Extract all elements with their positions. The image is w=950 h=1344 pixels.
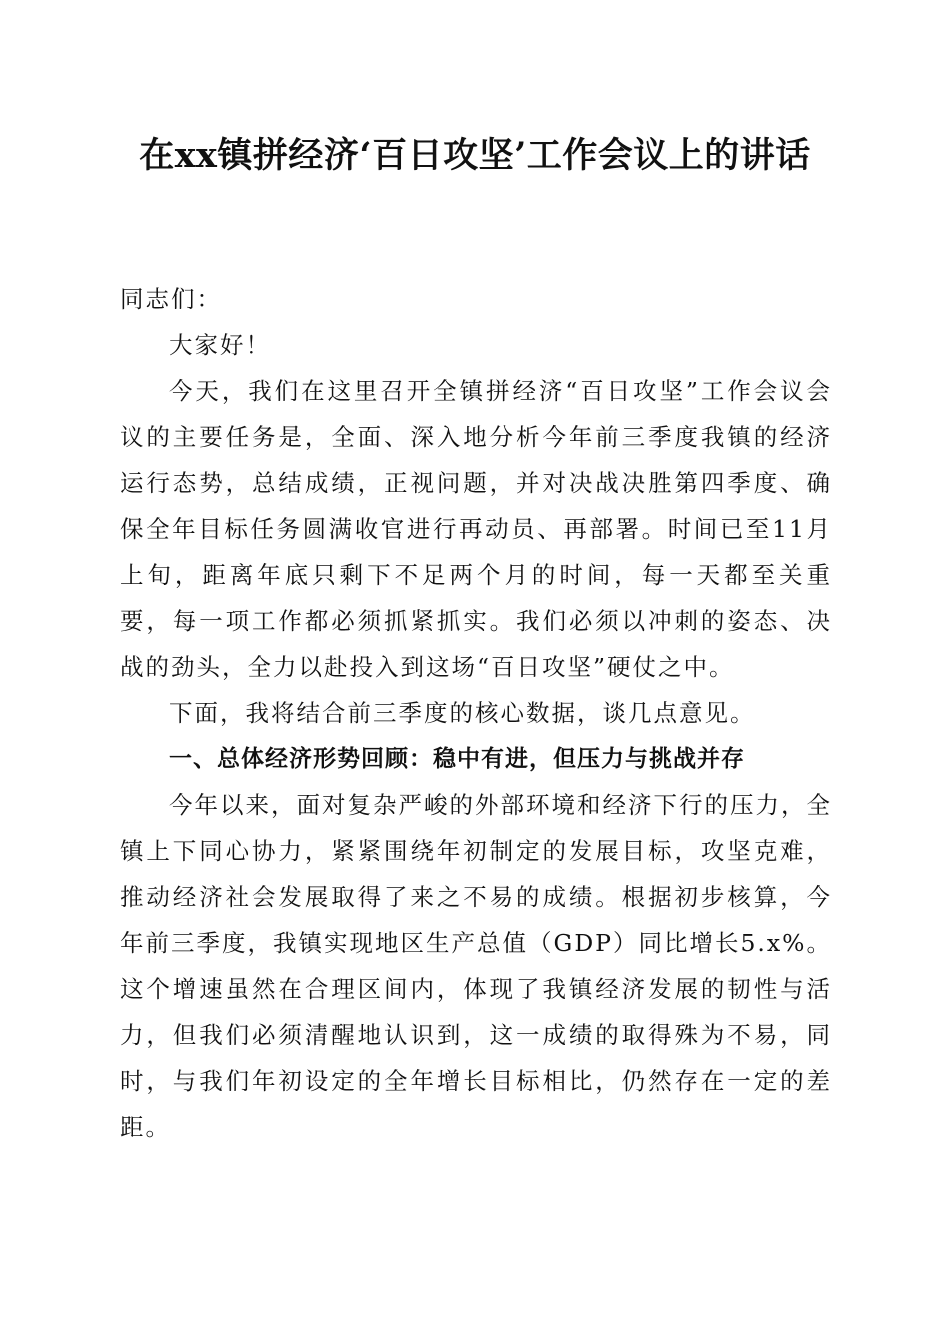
salutation: 同志们： [120, 285, 222, 313]
intro-paragraph: 今天，我们在这里召开全镇拼经济“百日攻坚”工作会议会议的主要任务是，全面、深入地分析今年前三季度我镇的经济运行态势，总结成绩，正视问题，并对决战决胜第四季度、确保全年目标任务圆满收官进行再动员、再部署。时间已至11月上旬，距离年底只剩下不足两个月的时间，每一天都至关重要，每一项工作都必须抓紧抓实。我们必须以冲刺的姿态、决战的劲头，全力以赴投入到这场“百日攻坚”硬仗之中。 [120, 377, 832, 681]
transition-paragraph: 下面，我将结合前三季度的核心数据，谈几点意见。 [169, 699, 756, 727]
document-title: 在xx镇拼经济‘百日攻坚’工作会议上的讲话 [139, 135, 811, 176]
document-body [120, 276, 832, 1150]
section-paragraph: 今年以来，面对复杂严峻的外部环境和经济下行的压力，全镇上下同心协力，紧紧围绕年初制定的发展目标，攻坚克难，推动经济社会发展取得了来之不易的成绩。根据初步核算，今年前三季度，我镇实现地区生产总值（GDP）同比增长5.x%。这个增速虽然在合理区间内，体现了我镇经济发展的韧性与活力，但我们必须清醒地认识到，这一成绩的取得殊为不易，同时，与我们年初设定的全年增长目标相比，仍然存在一定的差距。 [120, 791, 832, 1141]
greeting: 大家好！ [169, 331, 271, 359]
section-heading: 一、总体经济形势回顾：稳中有进，但压力与挑战并存 [169, 746, 745, 772]
